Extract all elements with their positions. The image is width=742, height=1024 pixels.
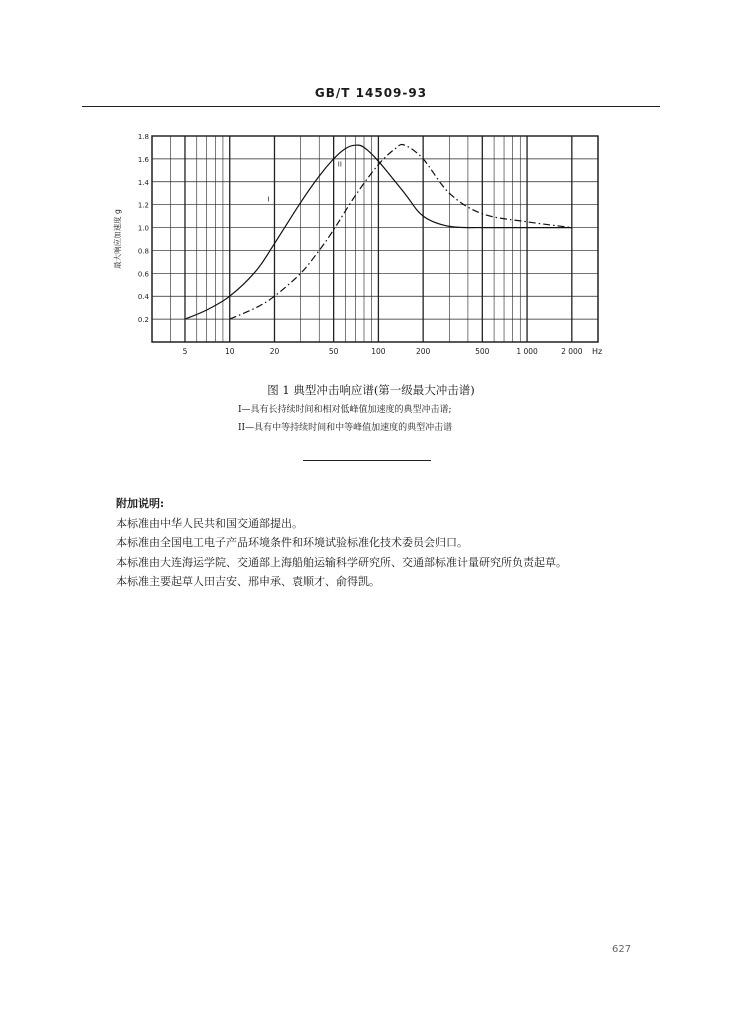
- y-axis-label: 最大响应加速度 g: [113, 209, 122, 269]
- series-label-I: I: [267, 195, 270, 204]
- y-tick-label: 0.4: [137, 293, 149, 302]
- series-label-II: II: [337, 160, 342, 169]
- y-tick-label: 1.6: [137, 155, 149, 164]
- x-tick-label: 20: [269, 347, 280, 356]
- header-rule: [82, 106, 660, 107]
- x-tick-label: 100: [371, 347, 386, 356]
- y-tick-label: 0.2: [137, 316, 149, 325]
- figure-note-1: I—具有长持续时间和相对低峰值加速度的典型冲击谱;: [238, 405, 452, 415]
- additional-notes-heading: 附加说明:: [116, 497, 165, 510]
- plot-frame: [152, 136, 598, 342]
- x-tick-label: 1 000: [516, 347, 538, 356]
- x-tick-label: 2 000: [561, 347, 583, 356]
- additional-note-line: 本标准由全国电工电子产品环境条件和环境试验标准化技术委员会归口。: [116, 536, 468, 549]
- additional-notes: [116, 494, 676, 592]
- x-tick-label: 200: [415, 347, 431, 356]
- x-tick-label: 10: [224, 347, 235, 356]
- section-rule: [303, 460, 431, 461]
- additional-note-line: 本标准由大连海运学院、交通部上海船舶运输科学研究所、交通部标准计量研究所负责起草。: [116, 555, 567, 569]
- y-tick-label: 0.8: [137, 247, 149, 256]
- y-tick-label: 0.6: [137, 270, 149, 279]
- additional-note-line: 本标准由中华人民共和国交通部提出。: [116, 516, 303, 530]
- shock-response-chart: [100, 128, 620, 368]
- y-tick-label: 1.4: [137, 178, 149, 187]
- x-tick-label: 500: [475, 347, 490, 356]
- y-tick-label: 1.2: [137, 201, 149, 210]
- x-axis-label: Hz: [592, 347, 603, 356]
- additional-note-line: 本标准主要起草人田吉安、邢申承、袁顺才、俞得凯。: [116, 575, 380, 588]
- figure-note-2: II—具有中等持续时间和中等峰值加速度的典型冲击谱: [238, 423, 453, 433]
- x-tick-label: 50: [328, 347, 339, 356]
- x-tick-label: 5: [182, 347, 188, 356]
- standard-code: GB/T 14509-93: [314, 86, 428, 100]
- figure-caption: 图 1 典型冲击响应谱(第一级最大冲击谱): [267, 383, 475, 397]
- page-number: 627: [612, 944, 632, 955]
- y-tick-label: 1.0: [137, 224, 149, 233]
- y-tick-label: 1.8: [137, 133, 149, 141]
